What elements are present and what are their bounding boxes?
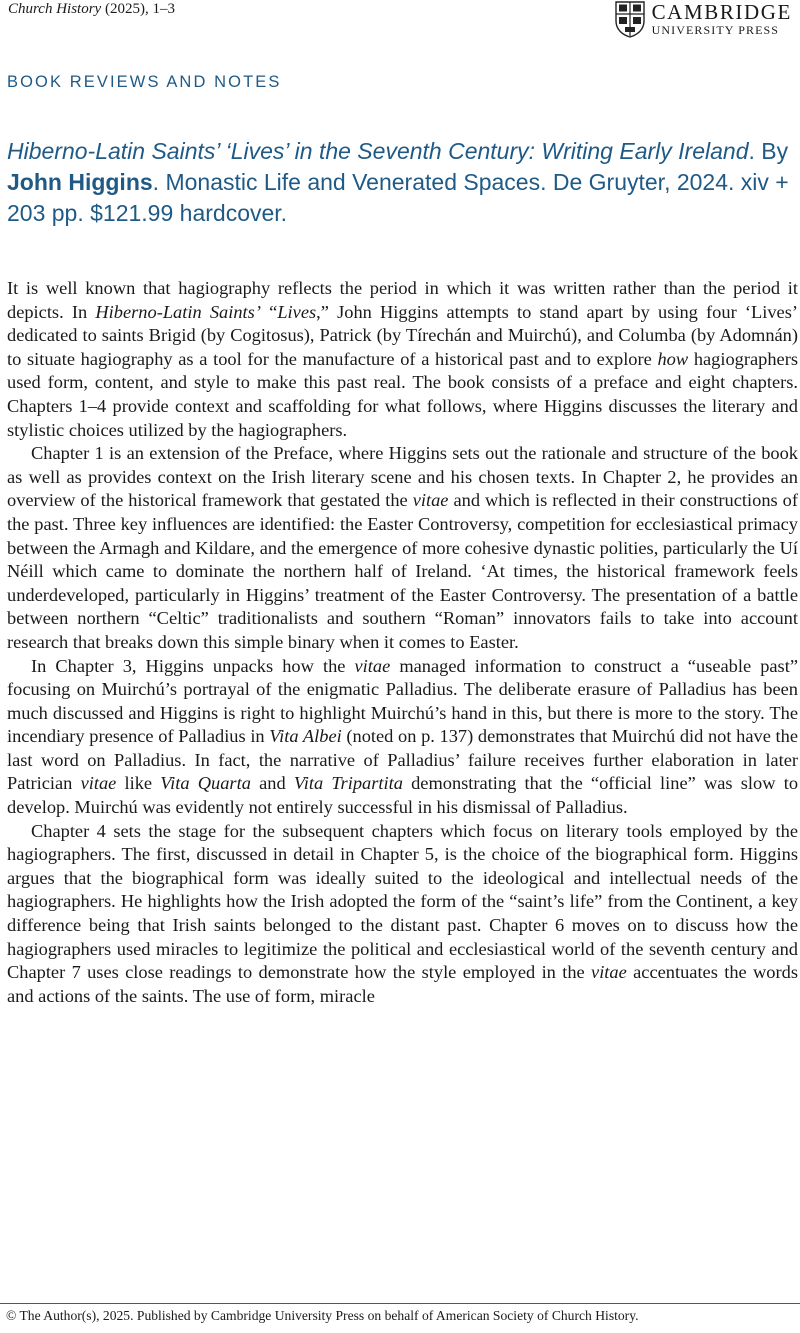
footer-divider xyxy=(0,1303,800,1304)
italic-text: vitae xyxy=(591,962,627,983)
text-run: like xyxy=(116,773,161,794)
book-author: John Higgins xyxy=(7,169,153,195)
text-run: ,” John Higgins attempts to stand apart by using four ‘Lives’ dedicated to saints Brigid (by Cogitosus), Patrick (by Tírechán and Muirchú), and Columba (by Adomnán) to situate hagiography as a tool for the manufacture of a historical past and to explore xyxy=(7,301,798,369)
text-run: Chapter 1 is an extension of the Preface, where Higgins sets out the rationale and structure of the book as well as provides context on the Irish literary scene and his chosen texts. In Chapter 2, he provides an overview of the historical framework that gestated the xyxy=(7,443,798,511)
text-run: It is well known that hagiography reflects the period in which it was written rather than the period it depicts. In xyxy=(7,278,798,322)
paragraph xyxy=(7,820,798,1009)
text-run: In Chapter 3, Higgins unpacks how the xyxy=(31,655,355,676)
title-separator: . By xyxy=(748,138,789,164)
book-publication-details: . Monastic Life and Venerated Spaces. De Gruyter, 2024. xiv + 203 pp. $121.99 hardcover. xyxy=(7,169,789,226)
text-run: accentuates the words and actions of the saints. The use of form, miracle xyxy=(7,962,798,1006)
paragraph xyxy=(7,655,798,820)
italic-text: how xyxy=(657,348,689,369)
italic-text: Vita Tripartita xyxy=(293,773,403,794)
publisher-logo xyxy=(615,1,792,39)
section-label: BOOK REVIEWS AND NOTES xyxy=(7,73,282,91)
text-run: hagiographers used form, content, and style to make this past real. The book consists of a preface and eight chapters. Chapters 1–4 provide context and scaffolding for what follows, where Higgins discusses the literary and stylistic choices utilized by the hagiographers. xyxy=(7,348,798,440)
italic-text: vitae xyxy=(80,773,117,794)
paragraph xyxy=(7,442,798,654)
page-header xyxy=(8,0,792,44)
text-run: (noted on p. 137) demonstrates that Muirchú did not have the last word on Palladius. In fact, the narrative of Palladius’ failure receives further elaboration in later Patrician xyxy=(7,726,798,794)
journal-volume-pages: (2025), 1–3 xyxy=(101,1,175,17)
text-run: “ xyxy=(260,301,278,322)
text-run: Chapter 4 sets the stage for the subsequent chapters which focus on literary tools employed by the hagiographers. The first, discussed in detail in Chapter 5, is the choice of the biographical form. Higgins argues that the biographical form was ideally suited to the ideological and intellectual needs of the hagiographers. He highlights how the Irish adopted the form of the “saint’s life” from the Continent, a key difference being that Irish saints belonged to the distant past. Chapter 6 moves on to discuss how the hagiographers used miracles to legitimize the political and ecclesiastical world of the seventh century and Chapter 7 uses close readings to demonstrate how the style employed in the xyxy=(7,820,798,983)
publisher-logo-main-text: CAMBRIDGE xyxy=(651,0,792,24)
text-run: demonstrating that the “official line” was slow to develop. Muirchú was evidently not entirely successful in his dismissal of Palladius. xyxy=(7,773,799,818)
italic-text: Hiberno-Latin Saints’ xyxy=(95,301,261,322)
italic-text: vitae xyxy=(354,655,391,676)
italic-text: vitae xyxy=(412,490,449,511)
italic-text: Lives xyxy=(277,301,317,322)
publisher-logo-sub-text: UNIVERSITY PRESS xyxy=(651,23,780,37)
text-run: managed information to construct a “useable past” focusing on Muirchú’s portrayal of the enigmatic Palladius. The deliberate erasure of Palladius has been much discussed and Higgins is right to highlight Muirchú’s hand in this, but there is more to the story. The incendiary presence of Palladius in xyxy=(7,655,798,747)
text-run: and which is reflected in their constructions of the past. Three key influences are identified: the Easter Controversy, competition for ecclesiastical primacy between the Armagh and Kildare, and the emergence of more cohesive dynastic polities, particularly the Uí Néill which came to dominate the northern half of Ireland. ‘At times, the historical framework feels underdeveloped, particularly in Higgins’ treatment of the Easter Controversy. The presentation of a battle between northern “Celtic” traditionalists and southern “Roman” innovators fails to take into account research that breaks down this simple binary when it comes to Easter. xyxy=(7,490,798,652)
italic-text: Vita Quarta xyxy=(160,773,251,794)
book-title: Hiberno-Latin Saints’ ‘Lives’ in the Seventh Century: Writing Early Ireland xyxy=(7,138,749,164)
paragraph xyxy=(7,277,798,442)
text-run: and xyxy=(250,773,294,794)
copyright-notice: © The Author(s), 2025. Published by Cambridge University Press on behalf of American Society of Church History. xyxy=(6,1308,639,1323)
journal-name: Church History xyxy=(8,1,102,17)
italic-text: Vita Albei xyxy=(269,726,342,747)
review-heading xyxy=(7,136,792,229)
review-body xyxy=(7,277,798,1008)
journal-citation xyxy=(8,1,175,18)
cambridge-shield-icon xyxy=(615,1,645,38)
